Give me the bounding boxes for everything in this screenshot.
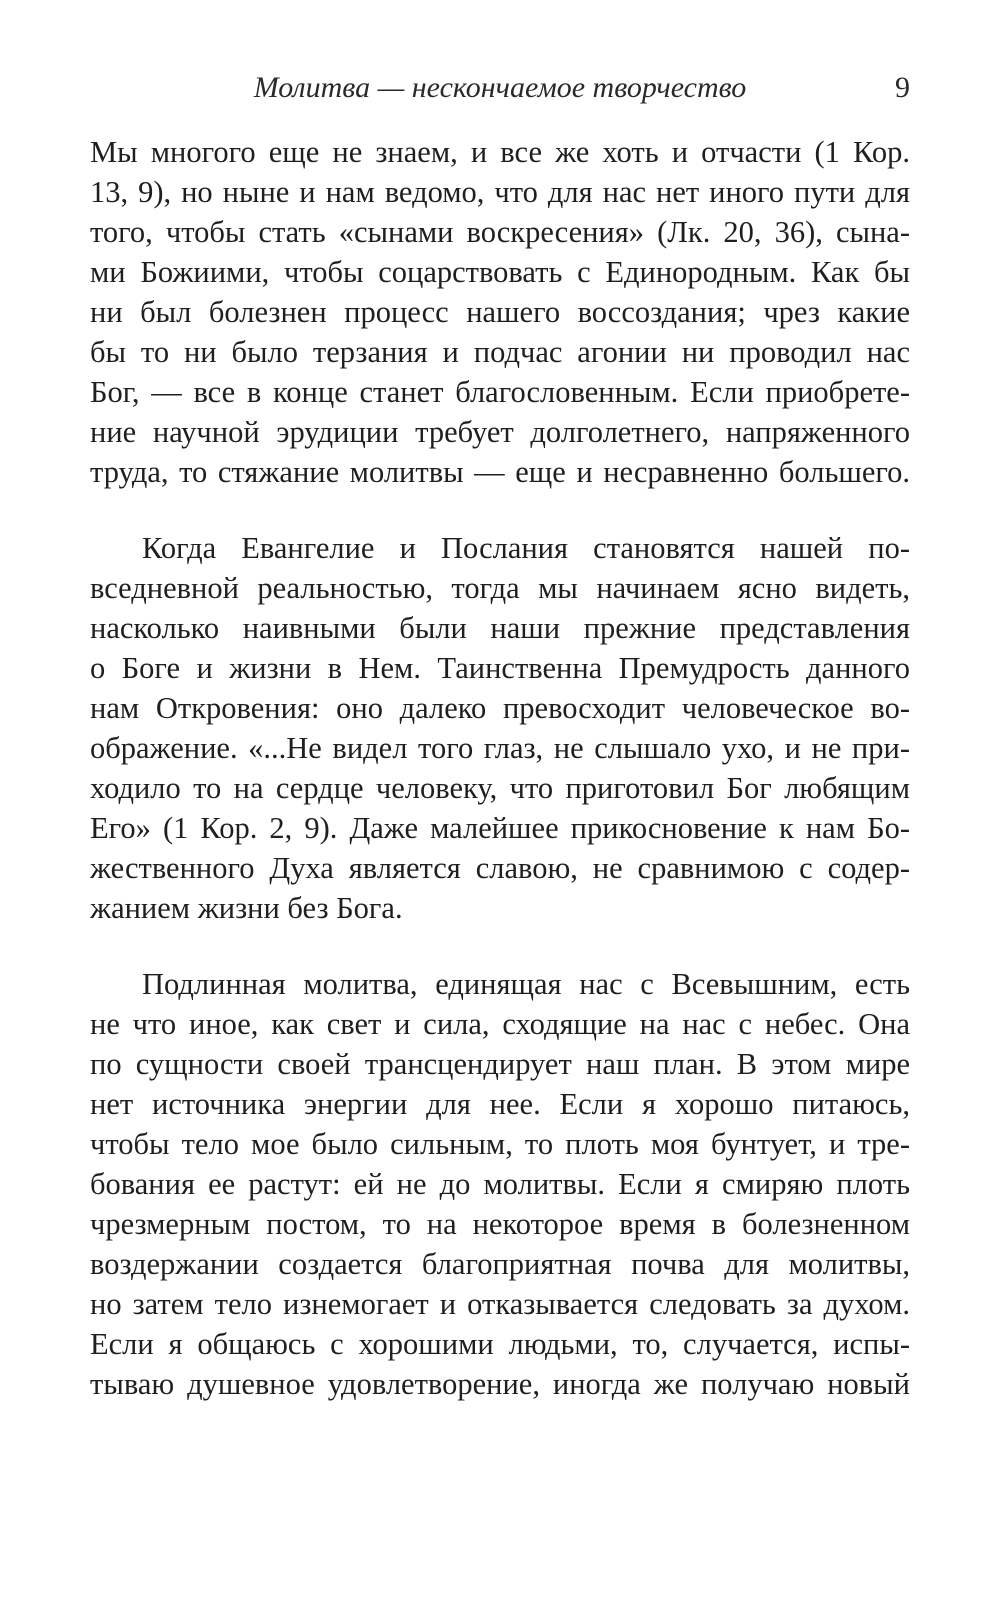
- text-line: по сущности своей трансцендирует наш план. В этом мире: [90, 1047, 910, 1081]
- text-line: жанием жизни без Бога.: [90, 891, 403, 925]
- text-line: не что иное, как свет и сила, сходящие на нас с небес. Она: [90, 1007, 910, 1041]
- text-line: чрезмерным постом, то на некоторое время в болезненном: [90, 1207, 910, 1241]
- text-line: тываю душевное удовлетворение, иногда же получаю новый: [90, 1367, 910, 1401]
- body-text: [90, 132, 910, 1404]
- text-line: бы то ни было терзания и подчас агонии ни проводил нас: [90, 335, 910, 369]
- text-line: насколько наивными были наши прежние представления: [90, 611, 910, 645]
- paragraph-3: [90, 964, 910, 1404]
- text-line: ни был болезнен процесс нашего воссоздания; чрез какие: [90, 295, 910, 329]
- text-line: Мы многого еще не знаем, и все же хоть и отчасти (1 Кор.: [90, 135, 910, 169]
- text-line: нет источника энергии для нее. Если я хорошо питаюсь,: [90, 1087, 910, 1121]
- text-line: чтобы тело мое было сильным, то плоть моя бунтует, и тре-: [90, 1127, 910, 1161]
- page-number: 9: [895, 71, 910, 104]
- text-line: Его» (1 Кор. 2, 9). Даже малейшее прикосновение к нам Бо-: [90, 811, 910, 845]
- text-line: ми Божиими, чтобы соцарствовать с Единородным. Как бы: [90, 255, 910, 289]
- text-line: Если я общаюсь с хорошими людьми, то, случается, испы-: [90, 1327, 910, 1361]
- text-line: воздержании создается благоприятная почва для молитвы,: [90, 1247, 910, 1281]
- text-line: труда, то стяжание молитвы — еще и несравненно большего.: [90, 455, 910, 489]
- paragraph-2: [90, 528, 910, 928]
- text-line: Подлинная молитва, единящая нас с Всевышним, есть: [142, 967, 910, 1001]
- text-line: нам Откровения: оно далеко превосходит человеческое во-: [90, 691, 910, 725]
- text-line: Когда Евангелие и Послания становятся нашей по-: [142, 531, 910, 565]
- running-head: [90, 68, 910, 108]
- text-line: Бог, — все в конце станет благословенным. Если приобрете-: [90, 375, 910, 409]
- text-line: ображение. «...Не видел того глаз, не слышало ухо, и не при-: [90, 731, 910, 765]
- text-line: 13, 9), но ныне и нам ведомо, что для нас нет иного пути для: [90, 175, 910, 209]
- text-line: вседневной реальностью, тогда мы начинаем ясно видеть,: [90, 571, 910, 605]
- text-line: того, чтобы стать «сынами воскресения» (Лк. 20, 36), сына-: [90, 215, 910, 249]
- text-line: жественного Духа является славою, не сравнимою с содер-: [90, 851, 910, 885]
- text-line: бования ее растут: ей не до молитвы. Если я смиряю плоть: [90, 1167, 910, 1201]
- running-title: Молитва — нескончаемое творчество: [253, 71, 747, 104]
- text-line: ходило то на сердце человеку, что приготовил Бог любящим: [90, 771, 910, 805]
- text-line: но затем тело изнемогает и отказывается следовать за духом.: [90, 1287, 910, 1321]
- text-line: ние научной эрудиции требует долголетнего, напряженного: [90, 415, 910, 449]
- paragraph-1: [90, 132, 910, 492]
- text-line: о Боге и жизни в Нем. Таинственна Премудрость данного: [90, 651, 910, 685]
